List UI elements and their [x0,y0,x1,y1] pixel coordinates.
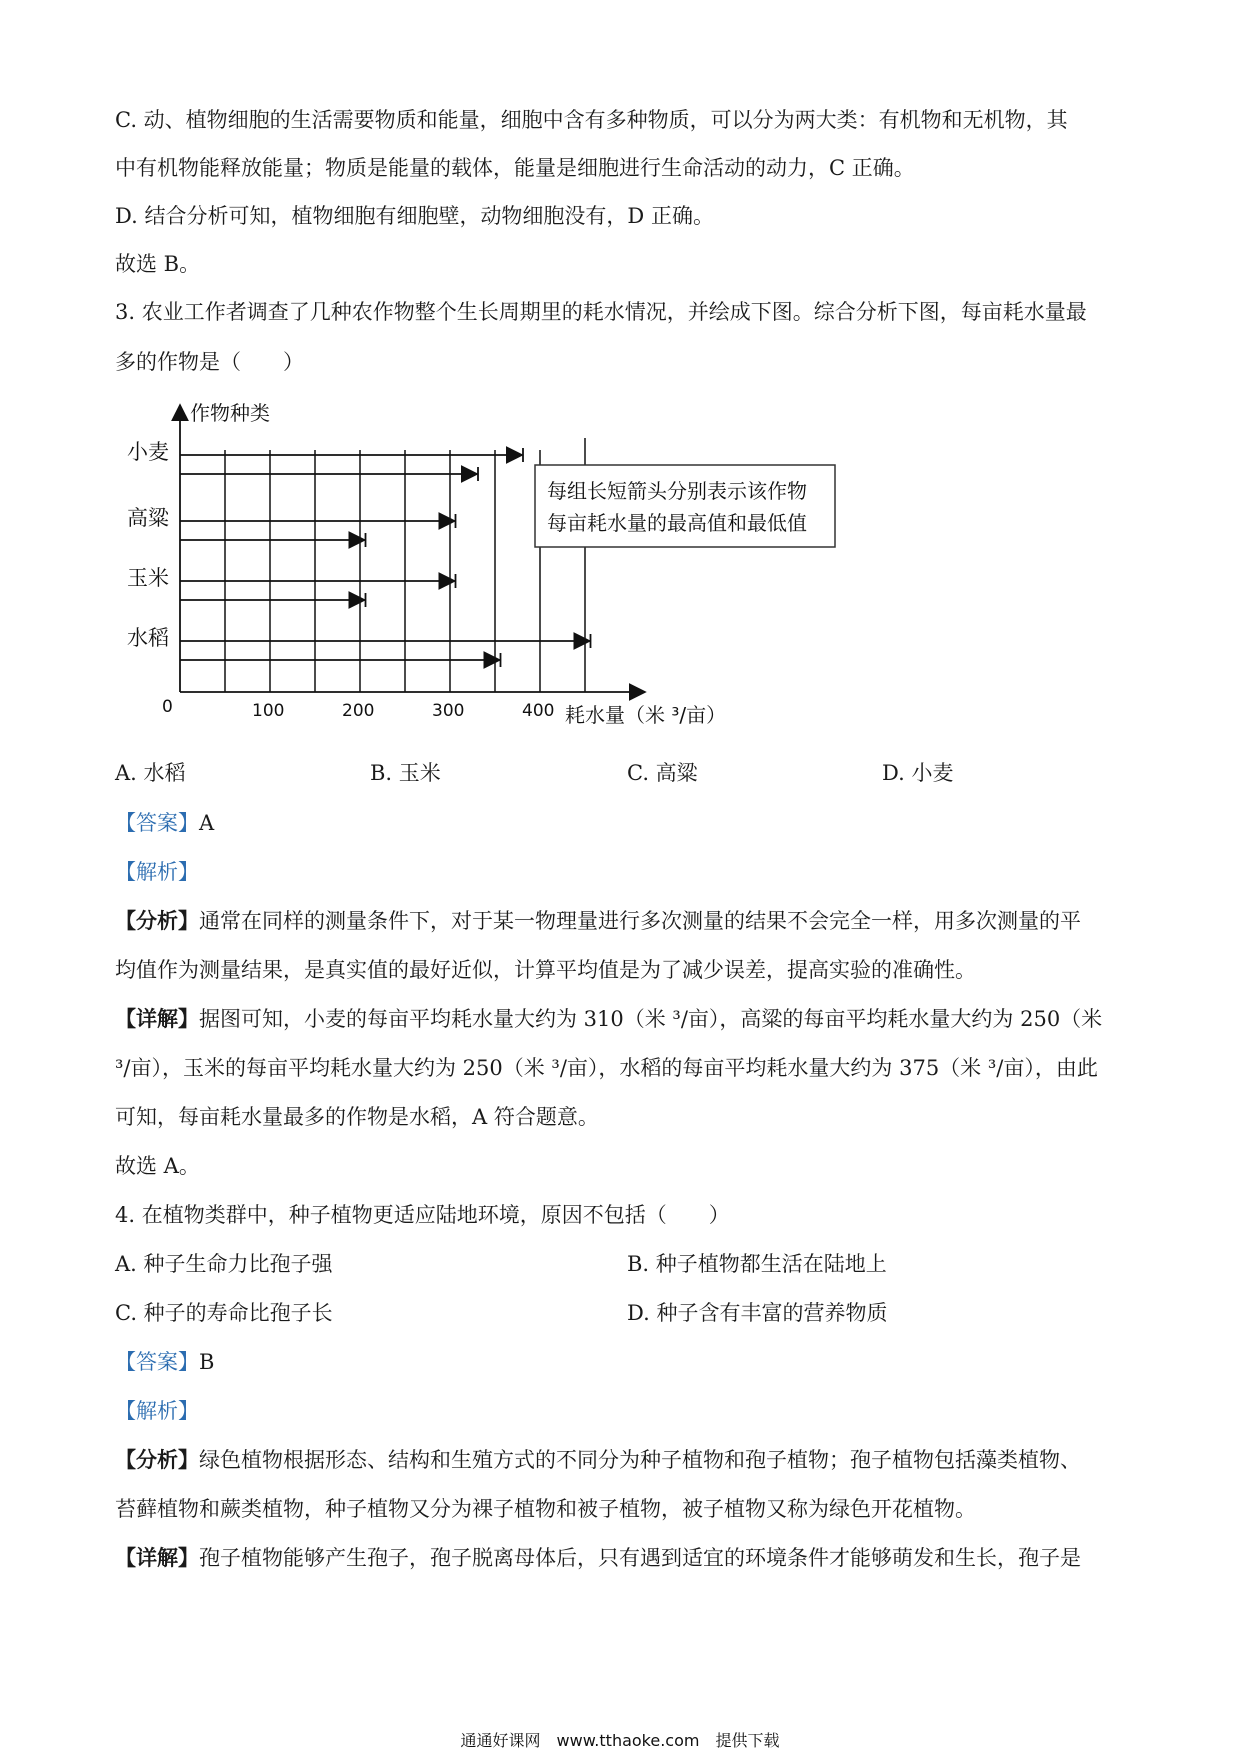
x-tick-label: 100 [252,701,285,721]
xiangjie-tag: 【详解】 [115,1006,199,1031]
q4-fenxi-line1 [115,1445,1081,1475]
x-tick-label: 400 [522,701,555,721]
q4-option-b: B. 种子植物都生活在陆地上 [627,1252,887,1276]
fenxi-tag: 【分析】 [115,1447,199,1472]
q4-answer [115,1347,214,1377]
category-label: 小麦 [127,440,169,464]
q4-stem: 4. 在植物类群中，种子植物更适应陆地环境，原因不包括（ ） [115,1203,730,1227]
xiangjie-text: 孢子植物能够产生孢子，孢子脱离母体后，只有遇到适宜的环境条件才能够萌发和生长，孢子是 [199,1546,1081,1570]
answer-value: B [199,1350,215,1374]
q2-choose: 故选 B。 [115,252,201,276]
y-axis-label: 作物种类 [190,401,270,425]
x-axis-label: 耗水量（米 ³/亩） [565,703,727,727]
xiangjie-text: 据图可知，小麦的每亩平均耗水量大约为 310（米 ³/亩），高粱的每亩平均耗水量大约为 250（米 [199,1007,1103,1031]
water-use-chart [115,400,807,740]
q3-jiexi: 【解析】 [115,860,199,884]
q3-stem-line1: 3. 农业工作者调查了几种农作物整个生长周期里的耗水情况，并绘成下图。综合分析下图，每亩耗水量最 [115,300,1087,324]
q4-option-c: C. 种子的寿命比孢子长 [115,1301,333,1325]
category-label: 玉米 [127,566,169,590]
answer-tag: 【答案】 [115,811,199,835]
q3-stem-line2: 多的作物是（ ） [115,350,304,374]
answer-tag: 【答案】 [115,1350,199,1374]
q3-choose: 故选 A。 [115,1154,200,1178]
q4-option-d: D. 种子含有丰富的营养物质 [627,1301,888,1325]
xiangjie-tag: 【详解】 [115,1545,199,1570]
category-label: 高粱 [127,506,169,530]
fenxi-text: 绿色植物根据形态、结构和生殖方式的不同分为种子植物和孢子植物；孢子植物包括藻类植物、 [199,1448,1081,1472]
q3-option-b: B. 玉米 [370,761,441,785]
q3-fenxi-line1 [115,906,1081,936]
annotation-line2: 每亩耗水量的最高值和最低值 [547,511,807,535]
q3-xiangjie-line2: ³/亩），玉米的每亩平均耗水量大约为 250（米 ³/亩），水稻的每亩平均耗水量大约为 375（米 ³/亩），由此 [115,1056,1098,1080]
category-label: 水稻 [127,626,169,650]
q4-fenxi-line2: 苔藓植物和蕨类植物，种子植物又分为裸子植物和被子植物，被子植物又称为绿色开花植物。 [115,1497,976,1521]
q3-option-a: A. 水稻 [115,761,186,785]
x-tick-label: 200 [342,701,375,721]
q3-fenxi-line2: 均值作为测量结果，是真实值的最好近似，计算平均值是为了减少误差，提高实验的准确性。 [115,958,976,982]
x-tick-label: 300 [432,701,465,721]
q3-answer [115,808,214,838]
q2-option-c-line2: 中有机物能释放能量；物质是能量的载体，能量是细胞进行生命活动的动力，C 正确。 [115,156,915,180]
page-footer: 通通好课网 www.tthaoke.com 提供下载 [460,1731,780,1750]
q4-option-a: A. 种子生命力比孢子强 [115,1252,333,1276]
q2-option-d: D. 结合分析可知，植物细胞有细胞壁，动物细胞没有，D 正确。 [115,204,714,228]
q4-jiexi: 【解析】 [115,1399,199,1423]
q4-xiangjie-line1 [115,1543,1081,1573]
q2-option-c-line1: C. 动、植物细胞的生活需要物质和能量，细胞中含有多种物质，可以分为两大类：有机物和无机物，其 [115,108,1068,132]
fenxi-tag: 【分析】 [115,908,199,933]
annotation-line1: 每组长短箭头分别表示该作物 [547,479,807,503]
q3-xiangjie-line1 [115,1004,1102,1034]
fenxi-text: 通常在同样的测量条件下，对于某一物理量进行多次测量的结果不会完全一样，用多次测量的平 [199,909,1081,933]
answer-value: A [199,811,215,835]
q3-xiangjie-line3: 可知，每亩耗水量最多的作物是水稻，A 符合题意。 [115,1105,599,1129]
q3-option-c: C. 高粱 [627,761,698,785]
q3-option-d: D. 小麦 [882,761,954,785]
origin-label: 0 [162,697,173,717]
